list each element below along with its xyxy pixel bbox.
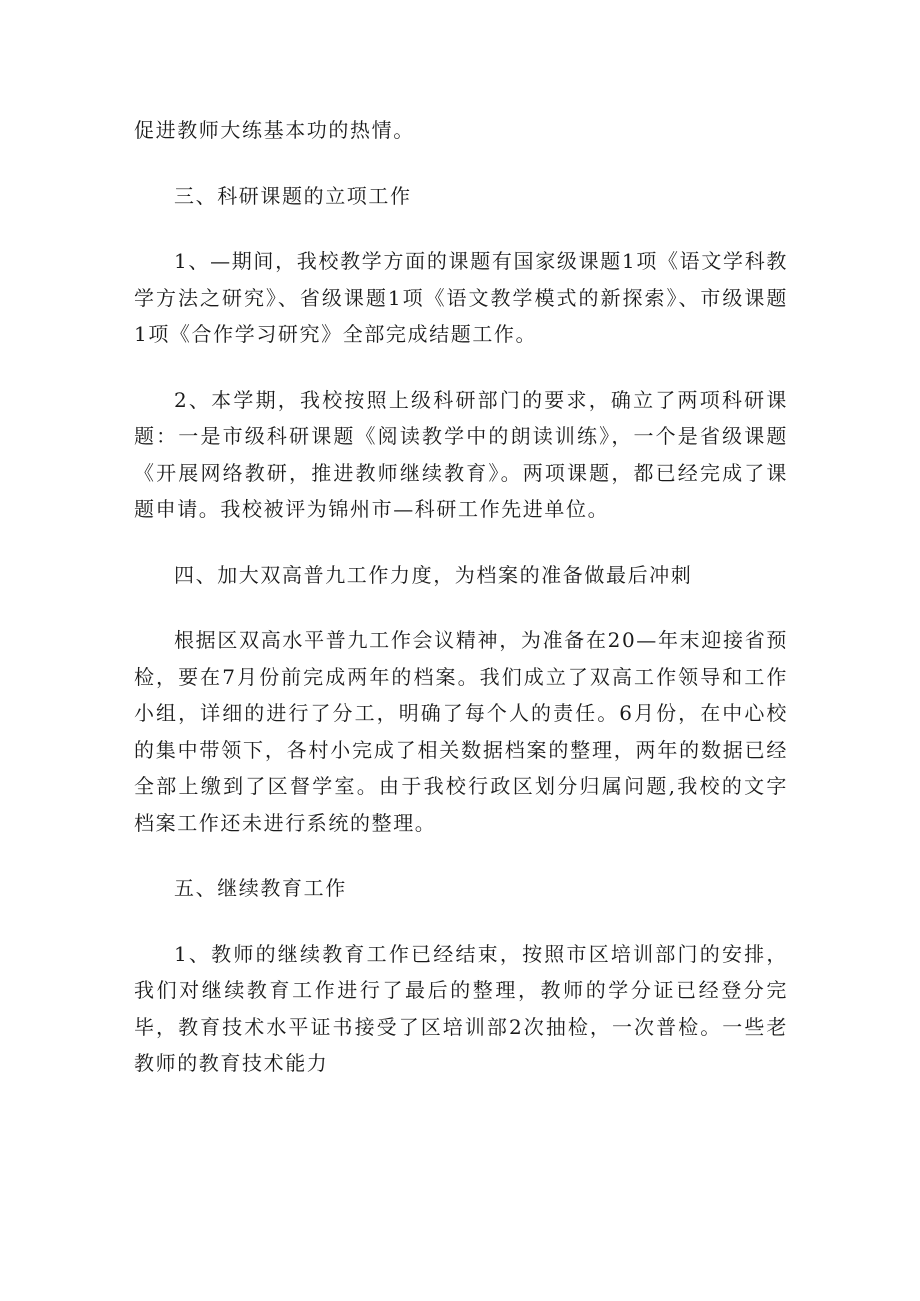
paragraph-3-1: 1、—期间，我校教学方面的课题有国家级课题1项《语文学科教学方法之研究》、省级课题1项《语文教学模式的新探索》、市级课题1项《合作学习研究》全部完成结题工作。 [134,249,788,346]
paragraph-4-1: 根据区双高水平普九工作会议精神，为准备在20—年末迎接省预检，要在7月份前完成两年的档案。我们成立了双高工作领导和工作小组，详细的进行了分工，明确了每个人的责任。6月份，在中心校的集中带领下，各村小完成了相关数据档案的整理，两年的数据已经全部上缴到了区督学室。由于我校行政区划分归属问题,我校的文字档案工作还未进行系统的整理。 [134,628,788,835]
section-heading-5: 五、继续教育工作 [174,876,347,900]
section-heading-3: 三、科研课题的立项工作 [174,183,412,208]
paragraph-5-1: 1、教师的继续教育工作已经结束，按照市区培训部门的安排，我们对继续教育工作进行了最后的整理，教师的学分证已经登分完毕，教育技术水平证书接受了区培训部2次抽检，一次普检。一些老教师的教育技术能力 [134,941,788,1075]
section-heading-4: 四、加大双高普九工作力度，为档案的准备做最后冲刺 [174,562,693,587]
document-body [134,112,788,1111]
paragraph-3-2: 2、本学期，我校按照上级科研部门的要求，确立了两项科研课题：一是市级科研课题《阅读教学中的朗读训练》，一个是省级课题《开展网络教研，推进教师继续教育》。两项课题，都已经完成了课题申请。我校被评为锦州市—科研工作先进单位。 [134,387,788,521]
paragraph-continuation: 促进教师大练基本功的热情。 [134,118,415,142]
